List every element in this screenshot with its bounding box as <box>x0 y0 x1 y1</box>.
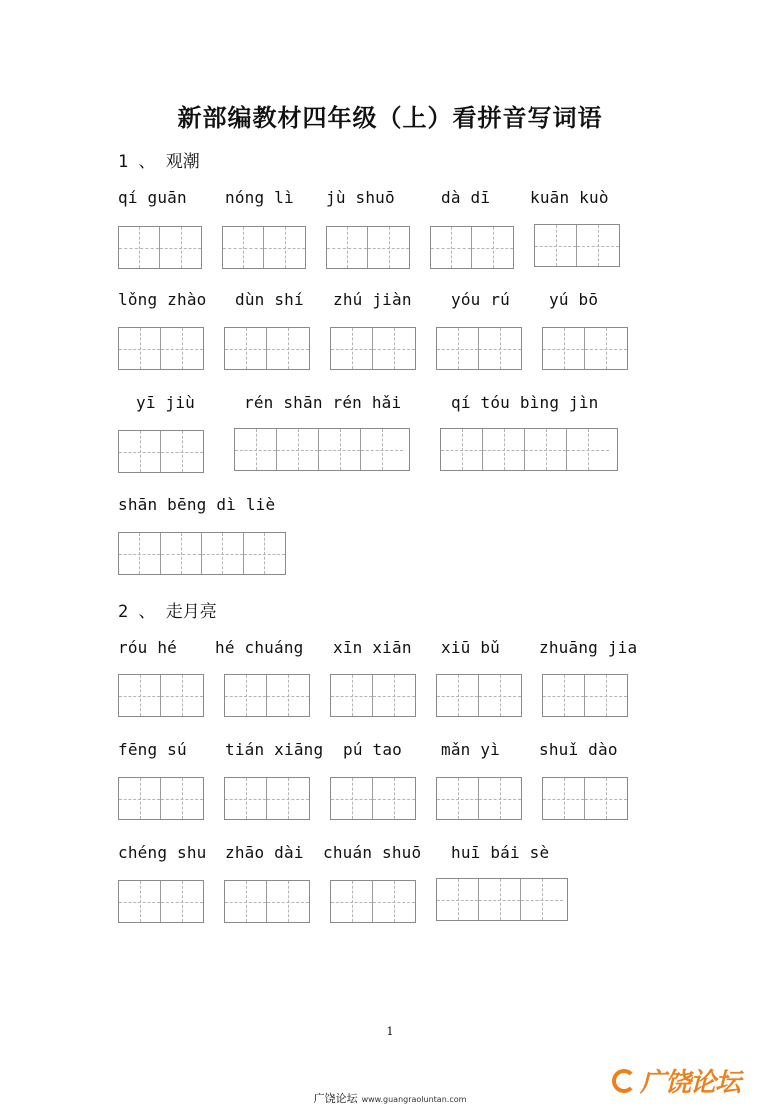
pinyin-prompt: xiū bǔ <box>441 638 500 657</box>
pinyin-prompt: qí tóu bìng jìn <box>451 393 599 412</box>
writing-grid[interactable] <box>542 674 628 717</box>
footer <box>0 1090 780 1106</box>
pinyin-prompt: kuān kuò <box>530 188 609 207</box>
pinyin-prompt: róu hé <box>118 638 177 657</box>
writing-grid[interactable] <box>542 777 628 820</box>
writing-grid[interactable] <box>436 777 522 820</box>
pinyin-prompt: rén shān rén hǎi <box>244 393 402 412</box>
pinyin-prompt: shuǐ dào <box>539 740 618 759</box>
pinyin-prompt: jù shuō <box>326 188 395 207</box>
writing-grid[interactable] <box>118 430 204 473</box>
pinyin-prompt: mǎn yì <box>441 740 500 759</box>
writing-grid[interactable] <box>436 878 568 921</box>
pinyin-prompt: dà dī <box>441 188 491 207</box>
writing-grid[interactable] <box>118 674 204 717</box>
writing-grid[interactable] <box>330 674 416 717</box>
pinyin-prompt: fēng sú <box>118 740 187 759</box>
page-number: 1 <box>386 1025 394 1038</box>
writing-grid[interactable] <box>118 226 202 269</box>
writing-grid[interactable] <box>542 327 628 370</box>
writing-grid[interactable] <box>436 327 522 370</box>
writing-grid[interactable] <box>326 226 410 269</box>
logo-text: 广饶论坛 <box>640 1068 741 1098</box>
pinyin-prompt: zhuāng jia <box>539 638 638 657</box>
pinyin-prompt: lǒng zhào <box>118 290 207 309</box>
pinyin-prompt: zhú jiàn <box>333 290 412 309</box>
pinyin-prompt: hé chuáng <box>215 638 304 657</box>
writing-grid[interactable] <box>234 428 410 471</box>
writing-grid[interactable] <box>440 428 618 471</box>
pinyin-prompt: nóng lì <box>225 188 294 207</box>
footer-site-name: 广饶论坛 <box>313 1092 358 1105</box>
pinyin-prompt: chuán shuō <box>323 843 422 862</box>
writing-grid[interactable] <box>534 224 620 267</box>
writing-grid[interactable] <box>224 880 310 923</box>
logo-g-icon <box>612 1069 636 1093</box>
writing-grid[interactable] <box>224 674 310 717</box>
pinyin-prompt: qí guān <box>118 188 187 207</box>
pinyin-prompt: chéng shu <box>118 843 207 862</box>
page-title: 新部编教材四年级（上）看拼音写词语 <box>177 103 603 132</box>
writing-grid[interactable] <box>430 226 514 269</box>
section-heading: 1 、 观潮 <box>118 152 200 172</box>
pinyin-prompt: yī jiù <box>136 393 195 412</box>
writing-grid[interactable] <box>330 327 416 370</box>
writing-grid[interactable] <box>224 777 310 820</box>
pinyin-prompt: xīn xiān <box>333 638 412 657</box>
writing-grid[interactable] <box>118 880 204 923</box>
section-heading: 2 、 走月亮 <box>118 602 217 622</box>
writing-grid[interactable] <box>118 777 204 820</box>
footer-url[interactable]: www.guangraoluntan.com <box>361 1095 467 1104</box>
pinyin-prompt: shān bēng dì liè <box>118 495 276 514</box>
writing-grid[interactable] <box>224 327 310 370</box>
pinyin-prompt: dùn shí <box>235 290 304 309</box>
pinyin-prompt: pú tao <box>343 740 402 759</box>
writing-grid[interactable] <box>118 327 204 370</box>
pinyin-prompt: tián xiāng <box>225 740 324 759</box>
writing-grid[interactable] <box>330 777 416 820</box>
pinyin-prompt: huī bái sè <box>451 843 550 862</box>
pinyin-prompt: yóu rú <box>451 290 510 309</box>
writing-grid[interactable] <box>222 226 306 269</box>
writing-grid[interactable] <box>330 880 416 923</box>
writing-grid[interactable] <box>436 674 522 717</box>
writing-grid[interactable] <box>118 532 286 575</box>
pinyin-prompt: zhāo dài <box>225 843 304 862</box>
pinyin-prompt: yú bō <box>549 290 599 309</box>
